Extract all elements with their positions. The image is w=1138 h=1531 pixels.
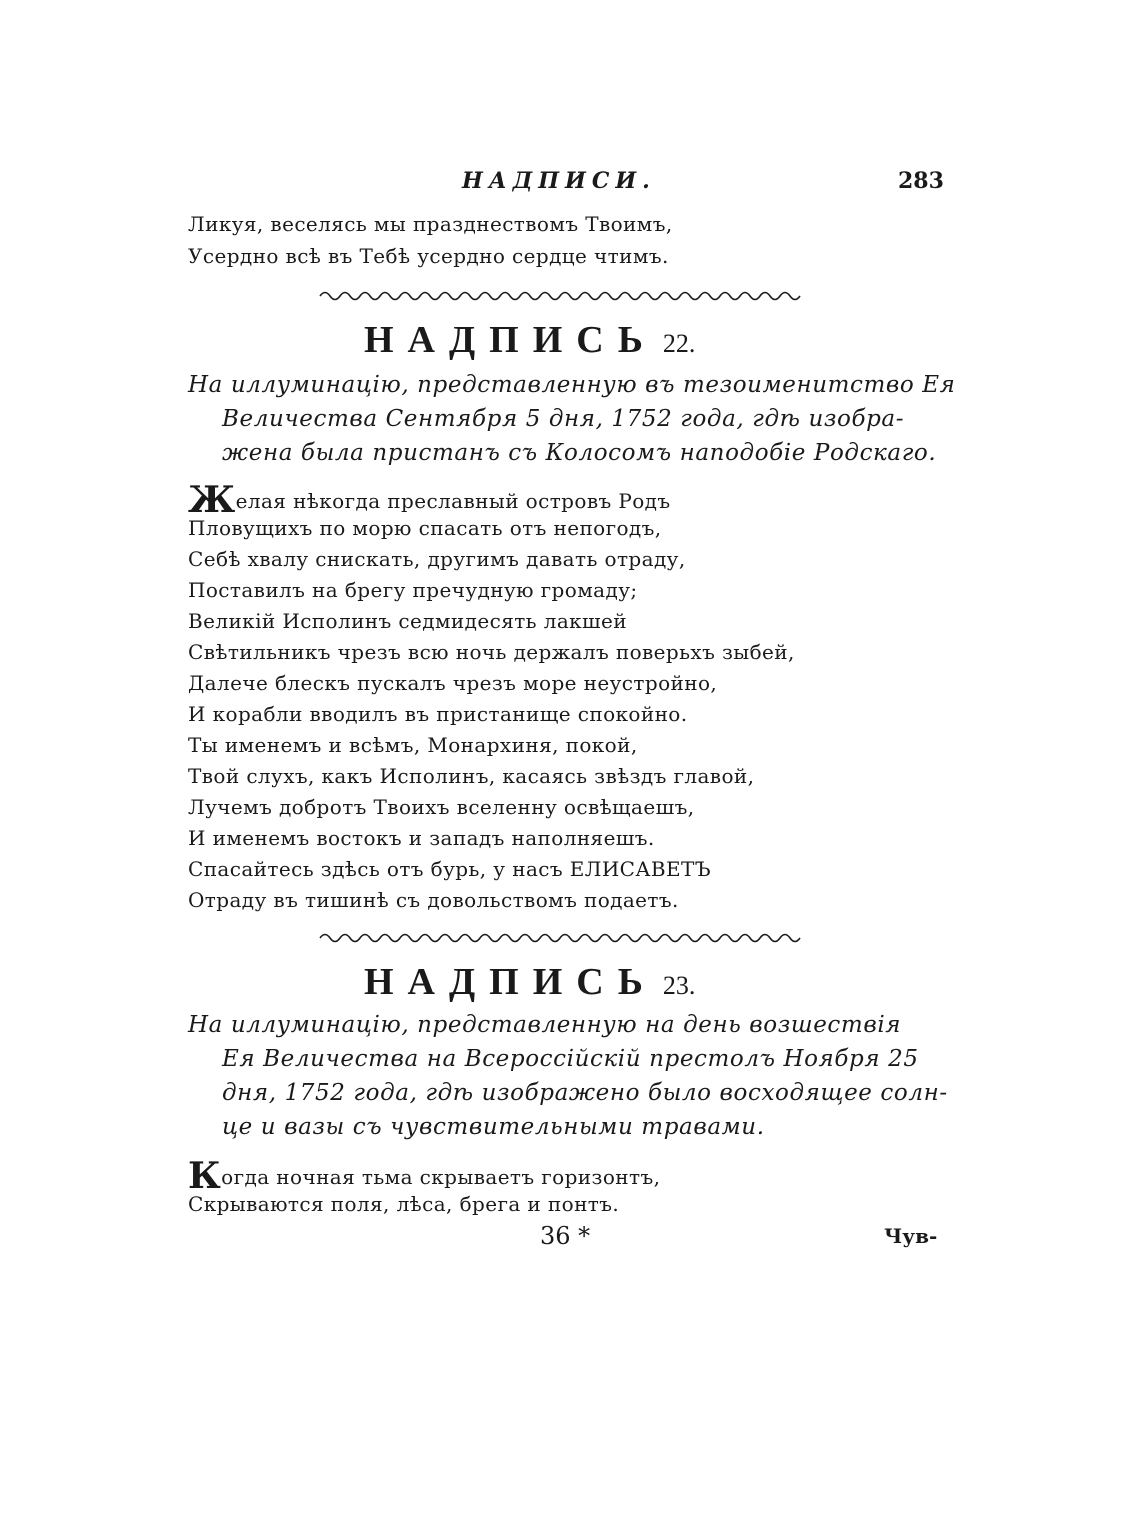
verse-line: Ты именемъ и всѣмъ, Монархиня, покой, bbox=[188, 733, 638, 757]
verse-line: Ликуя, веселясь мы празднествомъ Твоимъ, bbox=[188, 212, 673, 236]
inscription-23-heading bbox=[364, 960, 695, 1004]
first-line-text: огда ночная тьма скрываетъ горизонтъ, bbox=[221, 1165, 661, 1189]
verse-line: Скрываются поля, лѣса, брега и понтъ. bbox=[188, 1192, 620, 1216]
verse-line: Далече блескъ пускалъ чрезъ море неустройно, bbox=[188, 671, 718, 695]
verse-line: Поставилъ на брегу пречудную громаду; bbox=[188, 578, 638, 602]
subtitle-line: жена была пристанъ съ Колосомъ наподобіе Родскаго. bbox=[222, 440, 937, 466]
subtitle-line: Ея Величества на Всероссійскій престолъ Ноября 25 bbox=[222, 1046, 919, 1072]
heading-number: 22. bbox=[662, 329, 696, 358]
first-line-text: елая нѣкогда преславный островъ Родъ bbox=[235, 489, 671, 513]
drop-cap: К bbox=[188, 1155, 222, 1197]
subtitle-line: Величества Сентября 5 дня, 1752 года, гдѣ изобра- bbox=[222, 406, 905, 432]
verse-line: Усердно всѣ въ Тебѣ усердно сердце чтимъ. bbox=[188, 244, 669, 268]
running-head-title: НАДПИСИ. bbox=[462, 168, 656, 194]
drop-cap: Ж bbox=[188, 479, 236, 521]
subtitle-line: На иллуминацію, представленную на день возшествія bbox=[188, 1012, 902, 1038]
heading-text: НАДПИСЬ bbox=[364, 319, 657, 361]
inscription-22-heading bbox=[364, 318, 695, 362]
verse-line: Твой слухъ, какъ Исполинъ, касаясь звѣздъ главой, bbox=[188, 764, 755, 788]
verse-line: Свѣтильникъ чрезъ всю ночь держалъ поверьхъ зыбей, bbox=[188, 640, 795, 664]
verse-line: И именемъ востокъ и западъ наполняешъ. bbox=[188, 826, 655, 850]
verse-line: Спасайтесь здѣсь отъ бурь, у насъ ЕЛИСАВЕТЪ bbox=[188, 857, 712, 881]
ornamental-rule bbox=[316, 288, 806, 304]
page-number: 283 bbox=[898, 168, 944, 194]
heading-text: НАДПИСЬ bbox=[364, 961, 657, 1003]
subtitle-line: дня, 1752 года, гдѣ изображено было восходящее солн- bbox=[222, 1080, 948, 1106]
verse-line: Пловущихъ по морю спасать отъ непогодъ, bbox=[188, 516, 662, 540]
ornamental-rule bbox=[316, 930, 806, 946]
verse-line: Отраду въ тишинѣ съ довольствомъ подаетъ. bbox=[188, 888, 679, 912]
verse-line: Лучемъ добротъ Твоихъ вселенну освѣщаешъ, bbox=[188, 795, 695, 819]
verse-line: Себѣ хвалу снискать, другимъ давать отраду, bbox=[188, 547, 686, 571]
verse-line: И корабли вводилъ въ пристанище спокойно. bbox=[188, 702, 688, 726]
catchword: Чув- bbox=[884, 1224, 938, 1248]
subtitle-line: На иллуминацію, представленную въ тезоименитство Ея bbox=[188, 372, 956, 398]
heading-number: 23. bbox=[662, 971, 696, 1000]
signature-mark: 36 * bbox=[540, 1222, 591, 1250]
subtitle-line: це и вазы съ чувствительными травами. bbox=[222, 1114, 765, 1140]
verse-line: Великій Исполинъ седмидесять лакшей bbox=[188, 609, 628, 633]
verse-first-line bbox=[188, 1155, 661, 1197]
verse-first-line bbox=[188, 479, 671, 521]
